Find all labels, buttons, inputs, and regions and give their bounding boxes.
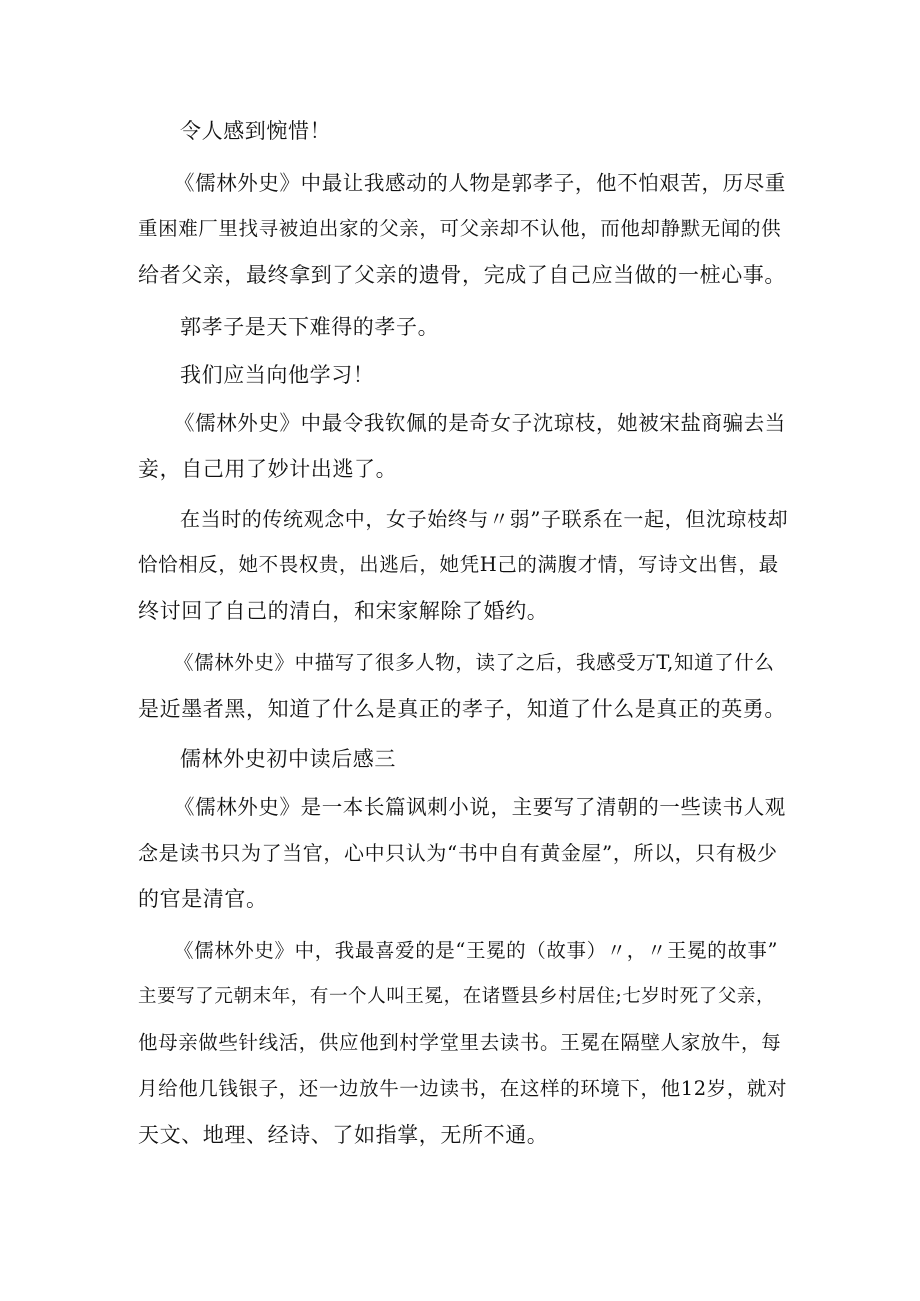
paragraph-9	[138, 928, 788, 1158]
text-line: 终讨回了自己的清白，和宋家解除了婚约。	[138, 599, 549, 623]
paragraph-5	[138, 400, 788, 492]
text-line: 是近墨者黑，知道了什么是真正的孝子，知道了什么是真正的英勇。	[138, 697, 786, 721]
text-line: 天文、地理、经诗、了如指掌，无所不通。	[138, 1123, 549, 1147]
text-line: 《儒林外史》是一本长篇讽刺小说，主要写了清朝的一些读书人观	[174, 795, 786, 819]
paragraph-2	[138, 160, 788, 298]
text-line: 在当时的传统观念中，女子始终与〃弱”子联系在一起，但沈琼枝却	[180, 507, 789, 531]
text-line: 念是读书只为了当官，心中只认为“书中自有黄金屋”，所以，只有极少	[138, 841, 778, 865]
paragraph-6	[138, 496, 788, 634]
paragraph-4	[138, 352, 788, 398]
section-heading	[138, 736, 788, 782]
text-line: 的官是清官。	[138, 887, 268, 911]
paragraph-7	[138, 640, 788, 732]
text-line: 我们应当向他学习！	[180, 363, 375, 387]
paragraph-3	[138, 304, 788, 350]
text-line: 给者父亲，最终拿到了父亲的遗骨，完成了自己应当做的一桩心事。	[138, 263, 786, 287]
text-line: 他母亲做些针线活，供应他到村学堂里去读书。王冕在隔壁人家放牛，每	[138, 1031, 782, 1054]
text-line: 月给他几钱银子，还一边放牛一边读书，在这样的环境下，他12岁，就对	[138, 1077, 788, 1100]
text-line: 《儒林外史》中，我最喜爱的是“王冕的（故事）〃，〃王冕的故事”	[174, 939, 779, 962]
text-line: 重困难厂里找寻被迫出家的父亲，可父亲却不认他，而他却静默无闻的供	[138, 217, 782, 240]
text-line: 《儒林外史》中最令我钦佩的是奇女子沈琼枝，她被宋盐商骗去当	[174, 411, 786, 435]
text-line: 令人感到惋惜！	[180, 119, 332, 143]
text-line: 郭孝子是天下难得的孝子。	[180, 315, 440, 339]
text-line: 《儒林外史》中最让我感动的人物是郭孝子，他不怕艰苦，历尽重	[174, 171, 786, 195]
text-line: 儒林外史初中读后感三	[180, 747, 396, 771]
text-line: 恰恰相反，她不畏权贵，出逃后，她凭H己的满腹才情，写诗文出售，最	[138, 553, 779, 576]
text-line: 《儒林外史》中描写了很多人物，读了之后，我感受万T,知道了什么	[174, 651, 775, 674]
text-line: 妾，自己用了妙计出逃了。	[138, 457, 398, 481]
paragraph-1	[138, 108, 788, 154]
text-line: 主要写了元朝末年，有一个人叫王冕，在诸暨县乡村居住;七岁时死了父亲，	[138, 986, 776, 1007]
paragraph-8	[138, 784, 788, 922]
